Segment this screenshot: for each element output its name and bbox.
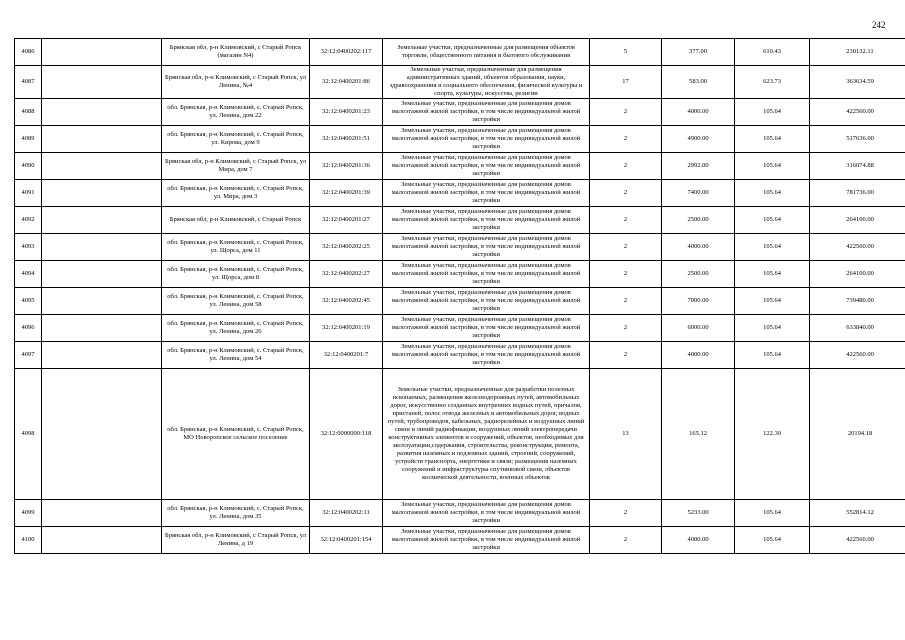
specific-value-cell: 105.64 [735,99,810,126]
land-use-cell: Земельные участки, предназначенные для размещения домов малоэтажной жилой застройки, в том числе индивидуальной жилой застройки [383,342,590,369]
address-cell: обл. Брянская, р-н Климовский, с. Старый Ропск, ул. Ленина, дом 22 [162,99,310,126]
row-number-cell: 4090 [15,153,42,180]
table-row [15,207,905,234]
row-number-cell: 4098 [15,369,42,500]
specific-value-cell: 105.64 [735,234,810,261]
cadastral-number-cell: 32:12:0400201:23 [310,99,383,126]
spacer-cell [42,369,162,500]
group-number-cell: 2 [590,99,662,126]
spacer-cell [42,342,162,369]
table-row [15,315,905,342]
cadastral-number-cell: 32:12:0400201:154 [310,527,383,554]
group-number-cell: 2 [590,207,662,234]
cadastral-number-cell: 32:12:0400202:25 [310,234,383,261]
land-plot-table [14,38,905,554]
land-use-cell: Земельные участки, предназначенные для размещения домов малоэтажной жилой застройки, в том числе индивидуальной жилой застройки [383,153,590,180]
address-cell: Брянская обл, р-н Климовский, с Старый Ропск, ул Ленина, №4 [162,66,310,99]
cadastral-value-cell: 316074.88 [810,153,905,180]
land-use-cell: Земельные участки, предназначенные для размещения домов малоэтажной жилой застройки, в том числе индивидуальной жилой застройки [383,288,590,315]
address-cell: Брянская обл, р-н Климовский, с Старый Ропск, ул Ленина, д 19 [162,527,310,554]
row-number-cell: 4100 [15,527,42,554]
table-row [15,234,905,261]
group-number-cell: 2 [590,527,662,554]
land-use-cell: Земельные участки, предназначенные для размещения домов малоэтажной жилой застройки, в том числе индивидуальной жилой застройки [383,500,590,527]
specific-value-cell: 105.64 [735,207,810,234]
address-cell: обл. Брянская, р-н Климовский, с. Старый Ропск, ул. Ленина, дом 58 [162,288,310,315]
spacer-cell [42,99,162,126]
cadastral-value-cell: 781736.00 [810,180,905,207]
row-number-cell: 4091 [15,180,42,207]
group-number-cell: 17 [590,66,662,99]
cadastral-value-cell: 422560.00 [810,99,905,126]
area-cell: 2500.00 [662,261,735,288]
cadastral-value-cell: 552814.12 [810,500,905,527]
area-cell: 6000.00 [662,315,735,342]
cadastral-value-cell: 422560.00 [810,342,905,369]
cadastral-value-cell: 264100.00 [810,207,905,234]
area-cell: 4000.00 [662,342,735,369]
land-use-cell: Земельные участки, предназначенные для размещения домов малоэтажной жилой застройки, в том числе индивидуальной жилой застройки [383,207,590,234]
row-number-cell: 4086 [15,39,42,66]
area-cell: 165.12 [662,369,735,500]
table-row [15,342,905,369]
table-row [15,261,905,288]
group-number-cell: 2 [590,261,662,288]
specific-value-cell: 105.64 [735,527,810,554]
land-use-cell: Земельные участки, предназначенные для размещения домов малоэтажной жилой застройки, в том числе индивидуальной жилой застройки [383,126,590,153]
area-cell: 4000.00 [662,527,735,554]
cadastral-value-cell: 739480.00 [810,288,905,315]
cadastral-number-cell: 32:12:0400201:36 [310,153,383,180]
cadastral-number-cell: 32:12:0400202:27 [310,261,383,288]
area-cell: 4000.00 [662,99,735,126]
address-cell: Брянская обл, р-н Климовский, с Старый Ропск [162,207,310,234]
cadastral-number-cell: 32:12:0000000:118 [310,369,383,500]
spacer-cell [42,180,162,207]
specific-value-cell: 105.64 [735,261,810,288]
group-number-cell: 2 [590,500,662,527]
table-row [15,527,905,554]
group-number-cell: 2 [590,180,662,207]
cadastral-number-cell: 32:12:0400202:117 [310,39,383,66]
address-cell: обл. Брянская, р-н Климовский, с. Старый Ропск, ул. Мира, дом 3 [162,180,310,207]
cadastral-value-cell: 517636.00 [810,126,905,153]
address-cell: Брянская обл, р-н Климовский, с Старый Ропск (магазин N4) [162,39,310,66]
spacer-cell [42,234,162,261]
specific-value-cell: 105.64 [735,315,810,342]
group-number-cell: 2 [590,126,662,153]
row-number-cell: 4099 [15,500,42,527]
group-number-cell: 2 [590,153,662,180]
cadastral-value-cell: 633840.00 [810,315,905,342]
specific-value-cell: 122.30 [735,369,810,500]
group-number-cell: 5 [590,39,662,66]
spacer-cell [42,261,162,288]
land-use-cell: Земельные участки, предназначенные для размещения домов малоэтажной жилой застройки, в том числе индивидуальной жилой застройки [383,180,590,207]
cadastral-number-cell: 32:12:0400201:7 [310,342,383,369]
land-use-cell: Земельные участки, предназначенные для разработки полезных ископаемых, размещения железнодорожных путей, автомобильных дорог, искусственно созданных внутренних водных путей, причалов, пристаней, полос отвода железных и автомобильных дорог, водных путей, трубопроводов, кабельных, радиорелейных и воздушных линий связи и линий радиофикации, воздушных линий электропередачи конструктивных элементов и сооружений, объектов, необходимых для эксплуатации,содержания, строительства, реконструкции, ремонта, развития наземных и подземных зданий, строений, сооружений, устройств транспорта, энергетики и связи; размещения наземных сооружений и инфраструктуры спутниковой связи, объектов космической деятельности, военных объектов [383,369,590,500]
cadastral-number-cell: 32:12:0400202:11 [310,500,383,527]
area-cell: 583.00 [662,66,735,99]
area-cell: 2992.00 [662,153,735,180]
cadastral-number-cell: 32:12:0400201:86 [310,66,383,99]
table-row [15,153,905,180]
row-number-cell: 4093 [15,234,42,261]
spacer-cell [42,315,162,342]
address-cell: обл. Брянская, р-н Климовский, с. Старый Ропск, ул. Ленина, дом 26 [162,315,310,342]
row-number-cell: 4096 [15,315,42,342]
cadastral-number-cell: 32:12:0400201:51 [310,126,383,153]
land-use-cell: Земельные участки, предназначенные для размещения домов малоэтажной жилой застройки, в том числе индивидуальной жилой застройки [383,315,590,342]
table-row [15,99,905,126]
address-cell: обл. Брянская, р-н Климовский, с. Старый Ропск, ул. Ленина, дом 35 [162,500,310,527]
table-row [15,126,905,153]
table-row [15,180,905,207]
specific-value-cell: 105.64 [735,180,810,207]
specific-value-cell: 610.43 [735,39,810,66]
address-cell: Брянская обл, р-н Климовский, с Старый Ропск, ул Мира, дом 7 [162,153,310,180]
area-cell: 2500.00 [662,207,735,234]
land-use-cell: Земельные участки, предназначенные для размещения домов малоэтажной жилой застройки, в том числе индивидуальной жилой застройки [383,99,590,126]
cadastral-value-cell: 422560.00 [810,527,905,554]
group-number-cell: 13 [590,369,662,500]
cadastral-value-cell: 363634.59 [810,66,905,99]
address-cell: обл. Брянская, р-н Климовский, с. Старый Ропск, МО Новоропское сельское поселение [162,369,310,500]
row-number-cell: 4088 [15,99,42,126]
specific-value-cell: 105.64 [735,288,810,315]
specific-value-cell: 105.64 [735,153,810,180]
spacer-cell [42,39,162,66]
land-use-cell: Земельные участки, предназначенные для размещения административных зданий, объектов образования, науки, здравоохранения и социального обеспечения, физической культуры и спорта, культуры, искусства, религии [383,66,590,99]
cadastral-number-cell: 32:12:0400201:19 [310,315,383,342]
group-number-cell: 2 [590,342,662,369]
specific-value-cell: 623.73 [735,66,810,99]
row-number-cell: 4094 [15,261,42,288]
spacer-cell [42,500,162,527]
area-cell: 5233.00 [662,500,735,527]
address-cell: обл. Брянская, р-н Климовский, с. Старый Ропск, ул. Щорса, дом 8 [162,261,310,288]
row-number-cell: 4097 [15,342,42,369]
spacer-cell [42,207,162,234]
cadastral-number-cell: 32:12:0400201:39 [310,180,383,207]
area-cell: 7000.00 [662,288,735,315]
spacer-cell [42,66,162,99]
spacer-cell [42,126,162,153]
land-use-cell: Земельные участки, предназначенные для размещения домов малоэтажной жилой застройки, в том числе индивидуальной жилой застройки [383,234,590,261]
cadastral-value-cell: 264100.00 [810,261,905,288]
land-use-cell: Земельные участки, предназначенные для размещения объектов торговли, общественного питания и бытового обслуживания [383,39,590,66]
land-use-cell: Земельные участки, предназначенные для размещения домов малоэтажной жилой застройки, в том числе индивидуальной жилой застройки [383,261,590,288]
cadastral-number-cell: 32:12:0400202:45 [310,288,383,315]
row-number-cell: 4095 [15,288,42,315]
table-row [15,39,905,66]
address-cell: обл. Брянская, р-н Климовский, с. Старый Ропск, ул. Кирова, дом 9 [162,126,310,153]
table-row [15,66,905,99]
specific-value-cell: 105.64 [735,342,810,369]
group-number-cell: 2 [590,288,662,315]
spacer-cell [42,288,162,315]
group-number-cell: 2 [590,234,662,261]
specific-value-cell: 105.64 [735,500,810,527]
area-cell: 7400.00 [662,180,735,207]
address-cell: обл. Брянская, р-н Климовский, с. Старый Ропск, ул. Щорса, дом 11 [162,234,310,261]
cadastral-value-cell: 230132.11 [810,39,905,66]
specific-value-cell: 105.64 [735,126,810,153]
area-cell: 4900.00 [662,126,735,153]
row-number-cell: 4089 [15,126,42,153]
row-number-cell: 4092 [15,207,42,234]
cadastral-value-cell: 20194.18 [810,369,905,500]
table-row [15,500,905,527]
area-cell: 4000.00 [662,234,735,261]
land-use-cell: Земельные участки, предназначенные для размещения домов малоэтажной жилой застройки, в том числе индивидуальной жилой застройки [383,527,590,554]
cadastral-value-cell: 422560.00 [810,234,905,261]
group-number-cell: 2 [590,315,662,342]
row-number-cell: 4087 [15,66,42,99]
cadastral-number-cell: 32:12:0400201:27 [310,207,383,234]
address-cell: обл. Брянская, р-н Климовский, с. Старый Ропск, ул. Ленина, дом 54 [162,342,310,369]
area-cell: 377.00 [662,39,735,66]
table-row [15,288,905,315]
spacer-cell [42,527,162,554]
table-row [15,369,905,500]
spacer-cell [42,153,162,180]
page-number: 242 [872,20,886,30]
